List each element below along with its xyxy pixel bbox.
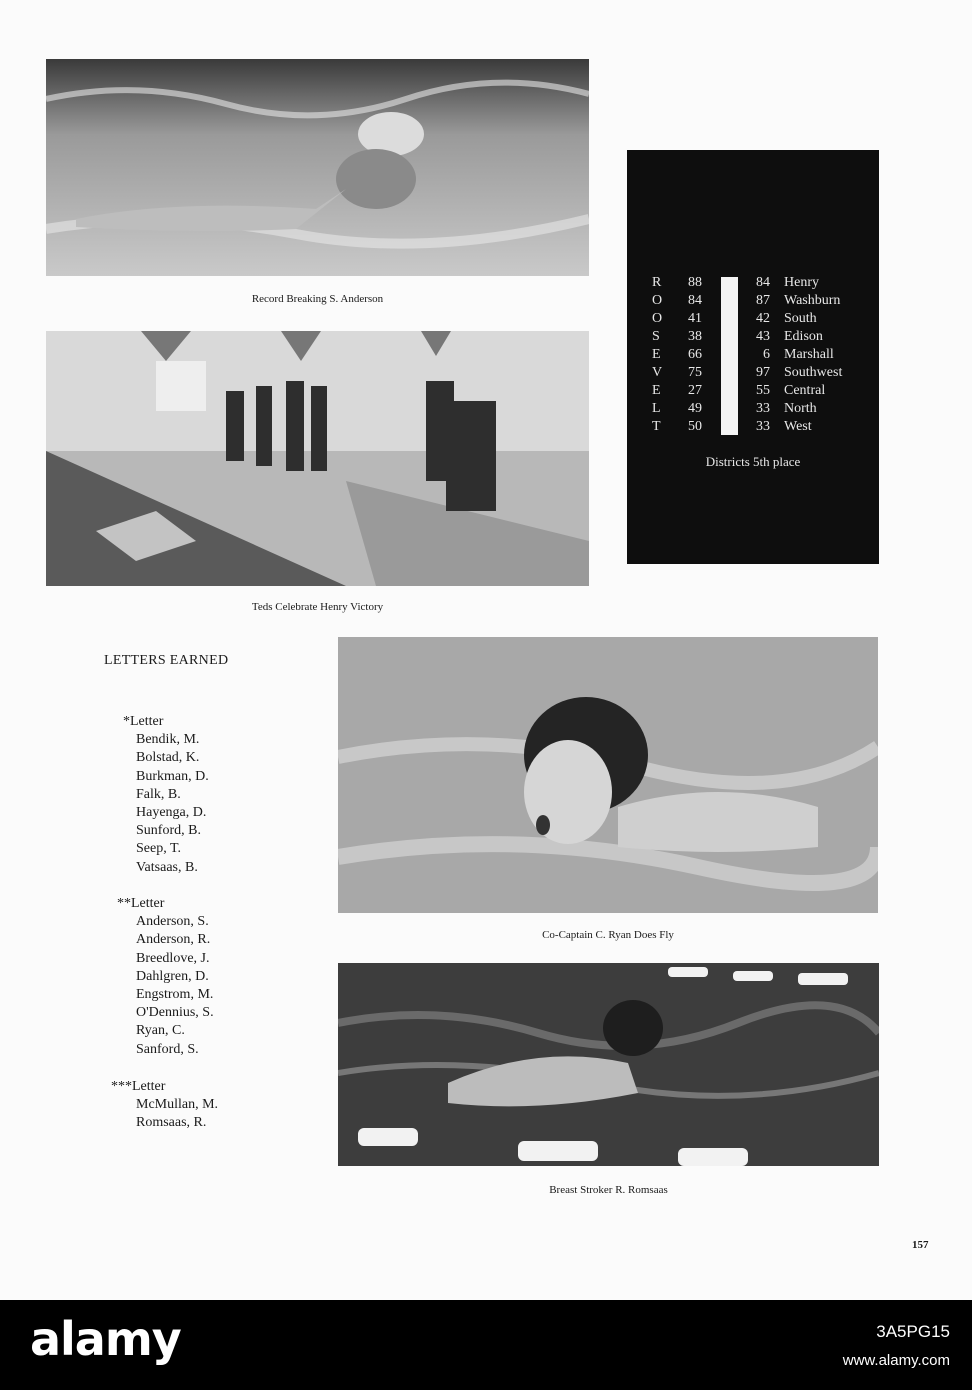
roosevelt-scores xyxy=(682,274,702,436)
swimmer-photo-image xyxy=(46,59,589,276)
letter: O xyxy=(652,293,663,308)
letter: O xyxy=(652,311,663,326)
letter-group-single xyxy=(123,713,209,877)
letter-name: Breedlove, J. xyxy=(136,950,210,966)
score: 49 xyxy=(688,401,702,416)
photo-team-celebration xyxy=(46,331,589,586)
image-id: 3A5PG15 xyxy=(876,1322,950,1341)
score: 42 xyxy=(756,311,770,326)
score: 33 xyxy=(756,401,770,416)
score: 43 xyxy=(756,329,770,344)
districts-place: Districts 5th place xyxy=(705,454,801,469)
letter-name: Anderson, S. xyxy=(136,914,209,930)
opponent: Edison xyxy=(784,329,823,344)
score: 97 xyxy=(756,365,770,380)
site-url: www.alamy.com xyxy=(842,1352,950,1369)
letter: L xyxy=(652,401,661,416)
page-number: 157 xyxy=(912,1239,929,1251)
letter-name: McMullan, M. xyxy=(136,1097,219,1113)
letter-name: Bolstad, K. xyxy=(136,750,200,766)
breaststroke-photo-image xyxy=(338,963,879,1166)
opponent-names xyxy=(784,274,842,436)
letter-name: Ryan, C. xyxy=(136,1023,185,1039)
score: 66 xyxy=(688,347,702,362)
letter-group-double xyxy=(117,895,214,1059)
opponent: Central xyxy=(784,383,826,398)
letters-earned-heading: LETTERS EARNED xyxy=(104,653,229,668)
alamy-logo: alamy xyxy=(30,1312,181,1366)
letter-group-label: ***Letter xyxy=(111,1079,166,1094)
photo-breast-stroker xyxy=(338,963,879,1166)
letter-name: Romsaas, R. xyxy=(136,1115,207,1131)
letter: V xyxy=(652,365,663,380)
opponent: Southwest xyxy=(784,365,843,380)
score: 6 xyxy=(763,347,770,362)
letter: T xyxy=(652,419,661,434)
photo-record-breaking xyxy=(46,59,589,276)
score: 27 xyxy=(688,383,702,398)
opponent: Marshall xyxy=(784,347,834,362)
opponent: West xyxy=(784,419,812,434)
opponent: South xyxy=(784,311,817,326)
letter-name: Anderson, R. xyxy=(136,932,211,948)
letter-group-triple xyxy=(111,1078,218,1133)
score: 88 xyxy=(688,275,702,290)
score: 41 xyxy=(688,311,702,326)
score: 75 xyxy=(688,365,702,380)
season-scoreboard xyxy=(627,150,879,564)
letter-name: Burkman, D. xyxy=(136,768,209,784)
score: 50 xyxy=(688,419,702,434)
letter-name: Dahlgren, D. xyxy=(136,968,209,984)
letter-name: Seep, T. xyxy=(136,841,181,857)
roosevelt-vertical-letters xyxy=(652,274,662,436)
letter-group-label: **Letter xyxy=(117,896,165,911)
caption-photo4: Breast Stroker R. Romsaas xyxy=(549,1184,668,1196)
opponent: North xyxy=(784,401,817,416)
letter-group-label: *Letter xyxy=(123,714,164,729)
caption-photo1: Record Breaking S. Anderson xyxy=(251,293,384,305)
letter-name: Falk, B. xyxy=(136,786,181,802)
score: 84 xyxy=(688,293,702,308)
letter: S xyxy=(652,329,660,344)
letter-name: Engstrom, M. xyxy=(136,986,214,1002)
score: 55 xyxy=(756,383,770,398)
letter: E xyxy=(652,383,661,398)
photo-co-captain-fly xyxy=(338,637,878,913)
letter-name: O'Dennius, S. xyxy=(136,1005,214,1021)
letter-name: Sanford, S. xyxy=(136,1041,199,1057)
fly-photo-image xyxy=(338,637,878,913)
letter-name: Sunford, B. xyxy=(136,823,201,839)
score: 84 xyxy=(756,275,770,290)
letter-name: Vatsaas, B. xyxy=(136,859,198,875)
letter-name: Bendik, M. xyxy=(136,732,200,748)
celebration-photo-image xyxy=(46,331,589,586)
score: 33 xyxy=(756,419,770,434)
opponent: Henry xyxy=(784,275,819,290)
opponent-scores xyxy=(750,274,770,436)
caption-photo3: Co-Captain C. Ryan Does Fly xyxy=(542,929,674,941)
letter: E xyxy=(652,347,661,362)
letter: R xyxy=(652,275,662,290)
divider-bar xyxy=(721,277,738,435)
letter-name: Hayenga, D. xyxy=(136,804,207,820)
score: 87 xyxy=(756,293,770,308)
caption-photo2: Teds Celebrate Henry Victory xyxy=(251,601,384,613)
score: 38 xyxy=(688,329,702,344)
opponent: Washburn xyxy=(784,293,841,308)
